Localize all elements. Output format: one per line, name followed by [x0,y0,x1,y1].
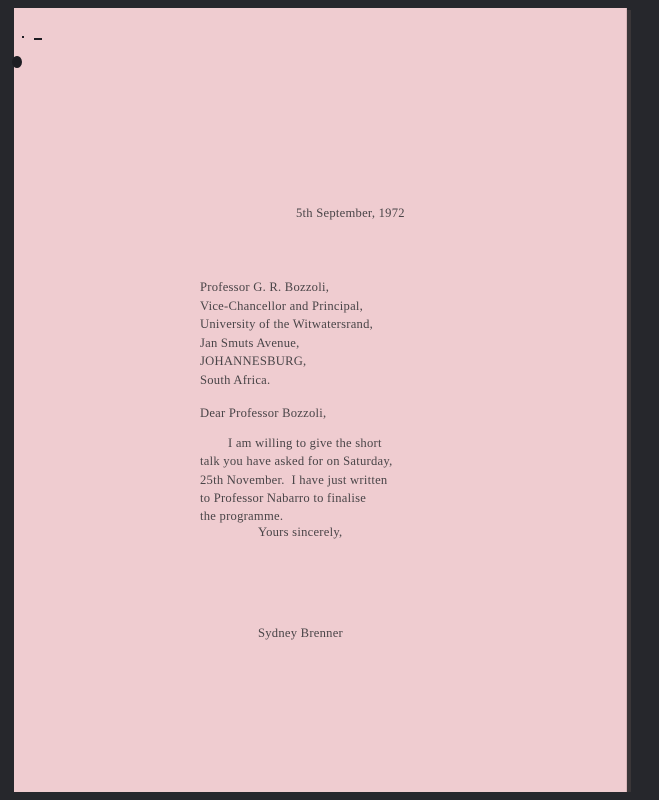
letter-page [14,8,626,792]
address-line: Jan Smuts Avenue, [200,335,300,350]
punch-mark [12,56,22,68]
address-line: Vice-Chancellor and Principal, [200,298,364,313]
recipient-address [200,278,373,389]
ink-dot [22,36,24,38]
body-line: to Professor Nabarro to finalise [200,490,367,505]
body-line: I am willing to give the short [228,436,382,450]
closing: Yours sincerely, [258,525,343,539]
body-line: 25th November. I have just written [200,472,388,487]
body-line: the programme. [200,509,284,524]
address-line: University of the Witwatersrand, [200,317,374,331]
letter-body [200,434,393,525]
body-line: talk you have asked for on Saturday, [200,454,393,469]
letter-date: 5th September, 1972 [296,206,405,220]
address-line: South Africa. [200,372,271,387]
page-edge [626,10,631,792]
ink-dash [34,38,42,40]
address-line: JOHANNESBURG, [200,354,307,368]
address-line: Professor G. R. Bozzoli, [200,280,330,294]
salutation: Dear Professor Bozzoli, [200,406,327,420]
signature-name: Sydney Brenner [258,626,343,640]
